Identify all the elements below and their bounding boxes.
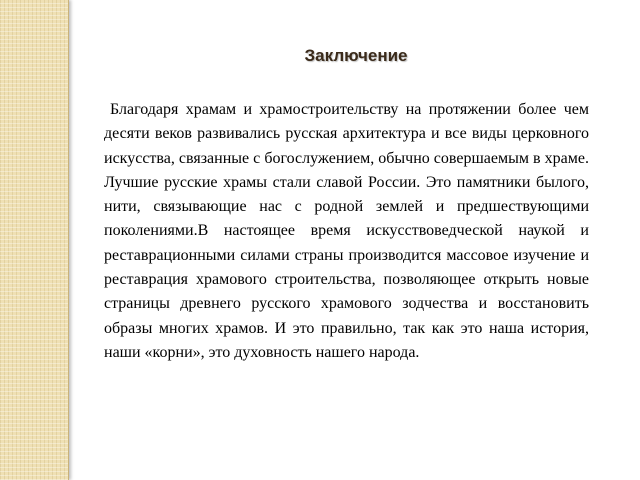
decorative-side-band	[0, 0, 69, 480]
slide-body-text: Благодаря храмам и храмостроительству на протяжении более чем десяти веков развивались русская архитектура и все виды церковного искусства, связанные с богослужением, обычно совершаемым в храме. Лучшие русские храмы стали славой России. Это памятники былого, нити, связывающие нас с родной землей и предшествующими поколениями.В настоящее время искусствоведческой наукой и реставрационными силами страны производится массовое изучение и реставрация храмового строительства, позволяющее открыть новые страницы древнего русского храмового зодчества и восстановить образы многих храмов. И это правильно, так как это наша история, наши «корни», это духовность нашего народа.	[104, 101, 589, 361]
slide-title: Заключение	[304, 46, 408, 65]
